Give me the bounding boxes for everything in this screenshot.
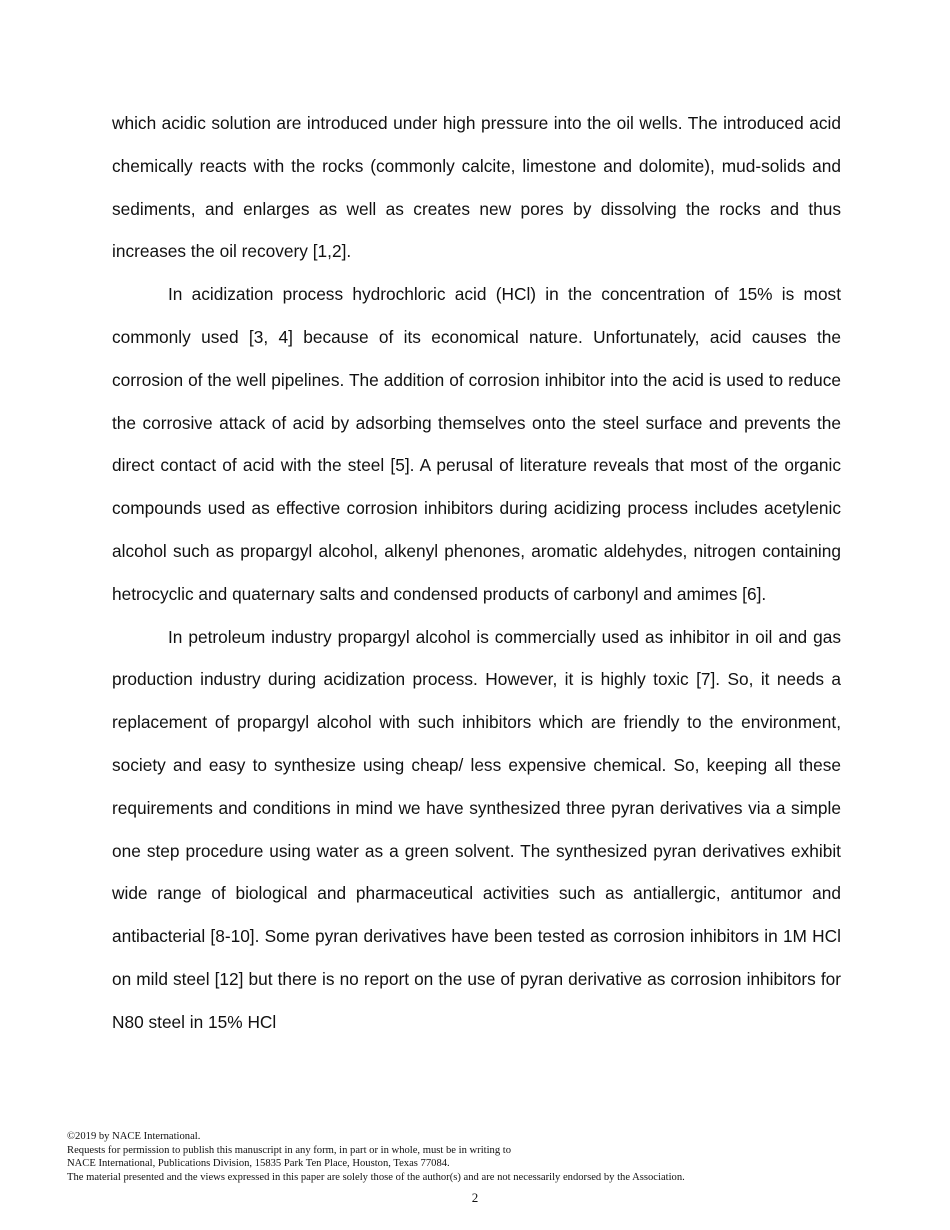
copyright-footer	[67, 1130, 907, 1185]
copyright-line: ©2019 by NACE International.	[67, 1131, 201, 1142]
body-text	[112, 102, 841, 1044]
disclaimer-line: The material presented and the views expressed in this paper are solely those of the author(s) and are not necessarily endorsed by the Association.	[67, 1172, 685, 1184]
paragraph-1: which acidic solution are introduced under high pressure into the oil wells. The introduced acid chemically reacts with the rocks (commonly calcite, limestone and dolomite), mud-solids and sediments, and enlarges as well as creates new pores by dissolving the rocks and thus increases the oil recovery [1,2].	[112, 113, 841, 262]
paragraph-3: In petroleum industry propargyl alcohol is commercially used as inhibitor in oil and gas production industry during acidization process. However, it is highly toxic [7]. So, it needs a replacement of propargyl alcohol with such inhibitors which are friendly to the environment, society and easy to synthesize using cheap/ less expensive chemical. So, keeping all these requirements and conditions in mind we have synthesized three pyran derivatives via a simple one step procedure using water as a green solvent. The synthesized pyran derivatives exhibit wide range of biological and pharmaceutical activities such as antiallergic, antitumor and antibacterial [8-10]. Some pyran derivatives have been tested as corrosion inhibitors in 1M HCl on mild steel [12] but there is no report on the use of pyran derivative as corrosion inhibitors for N80 steel in 15% HCl	[112, 626, 841, 1032]
page-number: 2	[471, 1190, 479, 1205]
paragraph-2: In acidization process hydrochloric acid (HCl) in the concentration of 15% is most commonly used [3, 4] because of its economical nature. Unfortunately, acid causes the corrosion of the well pipelines. The addition of corrosion inhibitor into the acid is used to reduce the corrosive attack of acid by adsorbing themselves onto the steel surface and prevents the direct contact of acid with the steel [5]. A perusal of literature reveals that most of the organic compounds used as effective corrosion inhibitors during acidizing process includes acetylenic alcohol such as propargyl alcohol, alkenyl phenones, aromatic aldehydes, nitrogen containing hetrocyclic and quaternary salts and condensed products of carbonyl and amimes [6].	[112, 284, 841, 604]
permission-line: Requests for permission to publish this manuscript in any form, in part or in whole, must be in writing to	[67, 1144, 512, 1156]
address-line: NACE International, Publications Division, 15835 Park Ten Place, Houston, Texas 77084.	[67, 1158, 450, 1170]
